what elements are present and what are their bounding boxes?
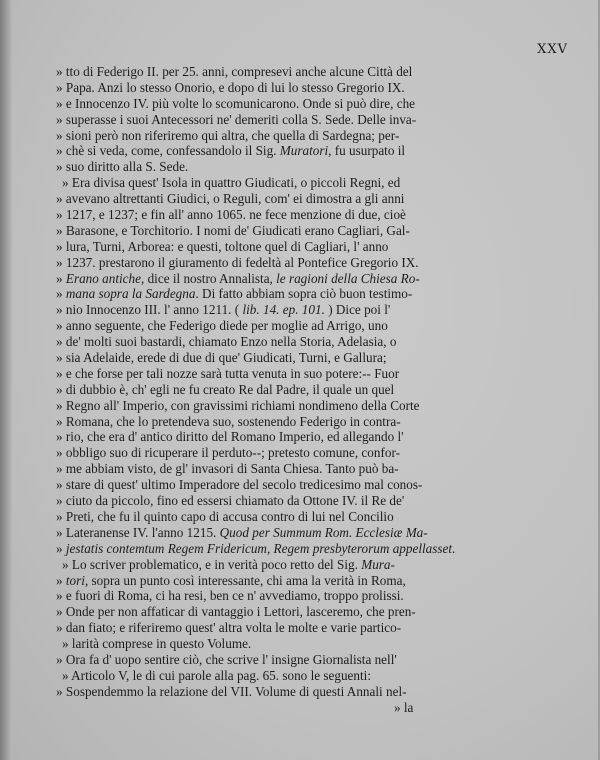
text-segment: , fu usurpato il [328,143,406,159]
italic-text: Quod per Summum Rom. Ecclesiæ Ma- [219,524,428,540]
text-segment: » me abbiam visto, de gl' invasori di Santa Chiesa. Tanto può ba- [56,461,399,477]
text-line [56,350,586,366]
text-segment: » chè si veda, come, confessandolo il Sig. [56,143,280,159]
text-line [56,461,586,477]
text-line [56,509,586,525]
text-line [56,191,586,207]
text-segment: » stare di quest' ultimo Imperadore del secolo tredicesimo mal conos- [56,477,423,493]
text-line [56,96,586,112]
text-line [56,318,586,334]
text-line [56,588,586,604]
text-segment: » la [394,699,414,715]
text-line [56,223,586,239]
text-line [56,302,586,318]
text-line [56,604,586,620]
text-line [56,128,586,144]
text-segment: » 1237. prestarono il giuramento di fedeltà al Pontefice Gregorio IX. [56,254,419,270]
text-segment: » suo diritto alla S. Sede. [56,159,189,175]
italic-text: le ragioni della Chiesa Ro- [276,270,420,286]
text-segment: » de' molti suoi bastardi, chiamato Enzo nella Storia, Adelasia, o [56,334,397,350]
text-segment: » rio, che era d' antico diritto del Romano Imperio, ed allegando l' [56,429,404,445]
italic-text: mana sopra la Sardegna [65,286,196,302]
text-segment: » Papa. Anzi lo stesso Onorio, e dopo di lui lo stesso Gregorio IX. [56,79,405,95]
italic-text: Muratori [279,143,329,159]
text-segment: » Romana, che lo pretendeva suo, sostenendo Federigo in contra- [56,413,401,429]
text-line [56,477,586,493]
text-line [56,573,586,589]
text-segment: » lura, Turni, Arborea: e questi, toltone quel di Cagliari, l' anno [56,238,389,254]
text-segment: , sopra un punto così interessante, chi ama la verità in Roma, [84,572,406,588]
text-segment: » ciuto da piccolo, fino ed essersi chiamato da Ottone IV. il Re de' [56,493,405,509]
text-segment: » tto di Federigo II. per 25. anni, compresevi anche alcune Città del [56,64,413,79]
text-line [56,700,586,716]
text-line [56,668,586,684]
text-segment: » Sospendemmo la relazione del VII. Volume di questi Annali nel- [56,683,407,699]
text-line [56,652,586,668]
text-segment: » dan fiato; e riferiremo quest' altra volta le molte e varie partico- [56,620,402,636]
text-segment: » [56,540,66,556]
text-segment: . [452,540,456,556]
text-line [56,493,586,509]
italic-text: jestatis contemtum Regem Fridericum, Regem presbyterorum appellasset [65,540,453,556]
text-line [56,334,586,350]
italic-text: tori [65,572,85,588]
text-segment: » e fuori di Roma, ci ha resi, ben ce n' avvediamo, troppo prolissi. [56,588,404,604]
text-line [56,207,586,223]
text-segment: » e Innocenzo IV. più volte lo scomunicarono. Onde si può dire, che [56,95,416,111]
text-segment: » Barasone, e Torchitorio. I nomi de' Giudicati erano Cagliari, Gal- [56,222,410,238]
italic-text: lib. 14. ep. 101. [242,302,325,318]
text-segment: » Onde per non affaticar di vantaggio i Lettori, lasceremo, che pren- [56,604,416,620]
text-segment: » obbligo suo di ricuperare il perduto--; pretesto comune, confor- [56,445,400,461]
text-segment: » [56,286,66,302]
text-line [56,239,586,255]
text-segment: , dice il nostro Annalista, [140,270,277,286]
book-page [12,0,598,760]
text-line [56,445,586,461]
text-segment: » sia Adelaide, erede di due di que' Giudicati, Turni, e Gallura; [56,350,387,366]
text-line [56,398,586,414]
text-line [56,255,586,271]
text-segment: » Ora fa d' uopo sentire ciò, che scrive l' insigne Giornalista nell' [56,651,397,667]
text-segment: » di dubbio è, ch' egli ne fu creato Re dal Padre, il quale un quel [56,381,395,397]
text-line [56,143,586,159]
text-line [56,80,586,96]
text-line [56,636,586,652]
text-segment: » [56,572,66,588]
text-line [56,271,586,287]
text-line [56,382,586,398]
text-line [56,286,586,302]
text-segment: » nio Innocenzo III. l' anno 1211. ( [56,302,243,318]
text-line [56,175,586,191]
text-segment: » Lo scriver problematico, e in verità poco retto del Sig. [62,556,362,572]
italic-text: Erano antiche [65,270,141,286]
text-line [56,112,586,128]
text-segment: » anno seguente, che Federigo diede per moglie ad Arrigo, uno [56,318,388,334]
text-line [56,159,586,175]
text-line [56,414,586,430]
text-line [56,557,586,573]
text-segment: » larità comprese in questo Volume. [62,636,252,652]
text-segment: » [56,270,66,286]
text-segment: » Lateranense IV. l'anno 1215. [56,524,220,540]
page-number: XXV [537,42,568,57]
body-text [56,64,586,716]
text-segment: » avevano altrettanti Giudici, o Reguli, com' ei dimostra a gli anni [56,191,405,207]
italic-text: Mura- [361,556,395,572]
text-line [56,620,586,636]
text-segment: » Era divisa quest' Isola in quattro Giudicati, o piccoli Regni, ed [62,175,401,191]
text-segment: » superasse i suoi Antecessori ne' demeriti colla S. Sede. Delle inva- [56,111,417,127]
text-segment: . Di fatto abbiam sopra ciò buon testimo- [195,286,413,302]
text-segment: » e che forse per tali nozze sarà tutta venuta in suo potere:-- Fuor [56,365,400,381]
text-line [56,525,586,541]
text-line [56,541,586,557]
text-line [56,429,586,445]
text-segment: » Preti, che fu il quinto capo di accusa contro di lui nel Concilio [56,508,394,524]
text-line [56,366,586,382]
text-line [56,64,586,80]
text-segment: ) Dice poi l' [324,302,391,318]
text-segment: » Articolo V, le di cui parole alla pag. 65. sono le seguenti: [62,667,371,683]
text-segment: » sioni però non riferiremo qui altra, che quella di Sardegna; per- [56,127,400,143]
text-segment: » 1217, e 1237; e fin all' anno 1065. ne fece menzione di due, cioè [56,207,406,223]
text-segment: » Regno all' Imperio, con gravissimi richiami nondimeno della Corte [56,397,420,413]
text-line [56,684,586,700]
